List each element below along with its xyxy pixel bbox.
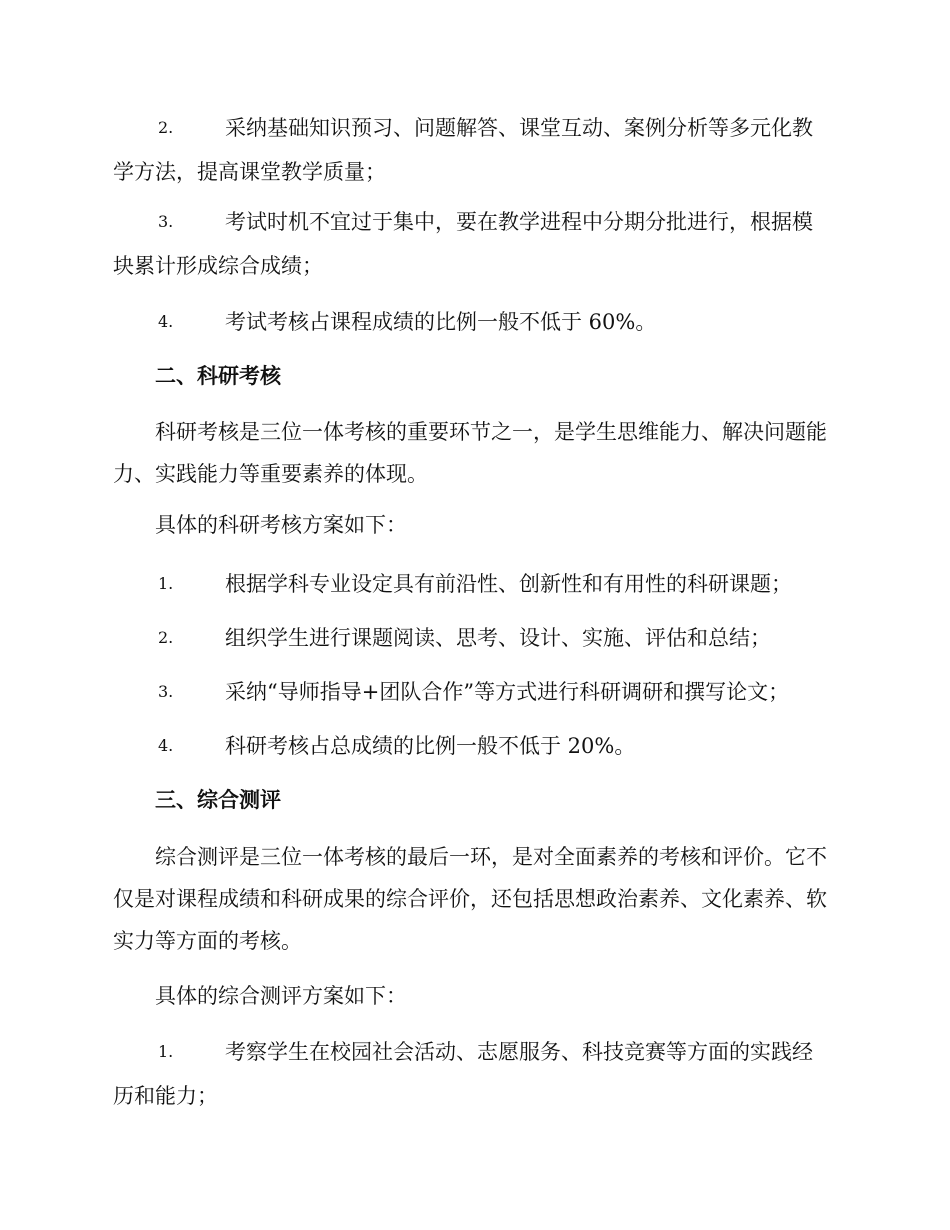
list-item — [113, 200, 833, 288]
list-text: 考试考核占课程成绩的比例一般不低于 60%。 — [225, 310, 657, 334]
list-text: 组织学生进行课题阅读、思考、设计、实施、评估和总结； — [225, 626, 771, 650]
section-heading: 二、科研考核 — [155, 363, 281, 388]
list-number: 3. — [158, 212, 174, 231]
paragraph: 综合测评是三位一体考核的最后一环，是对全面素养的考核和评价。它不仅是对课程成绩和科研成果的综合评价，还包括思想政治素养、文化素养、软实力等方面的考核。 — [113, 845, 827, 953]
list-item — [113, 300, 833, 344]
list-text: 根据学科专业设定具有前沿性、创新性和有用性的科研课题； — [225, 572, 792, 596]
list-item — [113, 724, 833, 768]
list-number: 2. — [158, 118, 174, 137]
list-number: 3. — [158, 682, 174, 701]
list-text: 考察学生在校园社会活动、志愿服务、科技竞赛等方面的实践经历和能力； — [113, 1040, 813, 1108]
list-number: 2. — [158, 628, 174, 647]
paragraph: 具体的综合测评方案如下： — [155, 984, 407, 1008]
list-number: 4. — [158, 736, 174, 755]
list-number: 1. — [158, 574, 174, 593]
section-heading: 三、综合测评 — [155, 787, 281, 812]
list-text: 采纳基础知识预习、问题解答、课堂互动、案例分析等多元化教学方法，提高课堂教学质量； — [113, 116, 813, 184]
paragraph: 科研考核是三位一体考核的重要环节之一，是学生思维能力、解决问题能力、实践能力等重要素养的体现。 — [113, 420, 827, 486]
list-number: 4. — [158, 312, 174, 331]
list-text: 科研考核占总成绩的比例一般不低于 20%。 — [225, 734, 636, 758]
list-number: 1. — [158, 1042, 174, 1061]
list-item — [113, 1030, 833, 1118]
list-item — [113, 616, 833, 660]
list-item — [113, 106, 833, 194]
list-text: 采纳“导师指导+团队合作”等方式进行科研调研和撰写论文； — [225, 680, 790, 704]
paragraph: 具体的科研考核方案如下： — [155, 513, 407, 537]
list-item — [113, 562, 833, 606]
list-text: 考试时机不宜过于集中，要在教学进程中分期分批进行，根据模块累计形成综合成绩； — [113, 210, 813, 278]
list-item — [113, 670, 833, 714]
